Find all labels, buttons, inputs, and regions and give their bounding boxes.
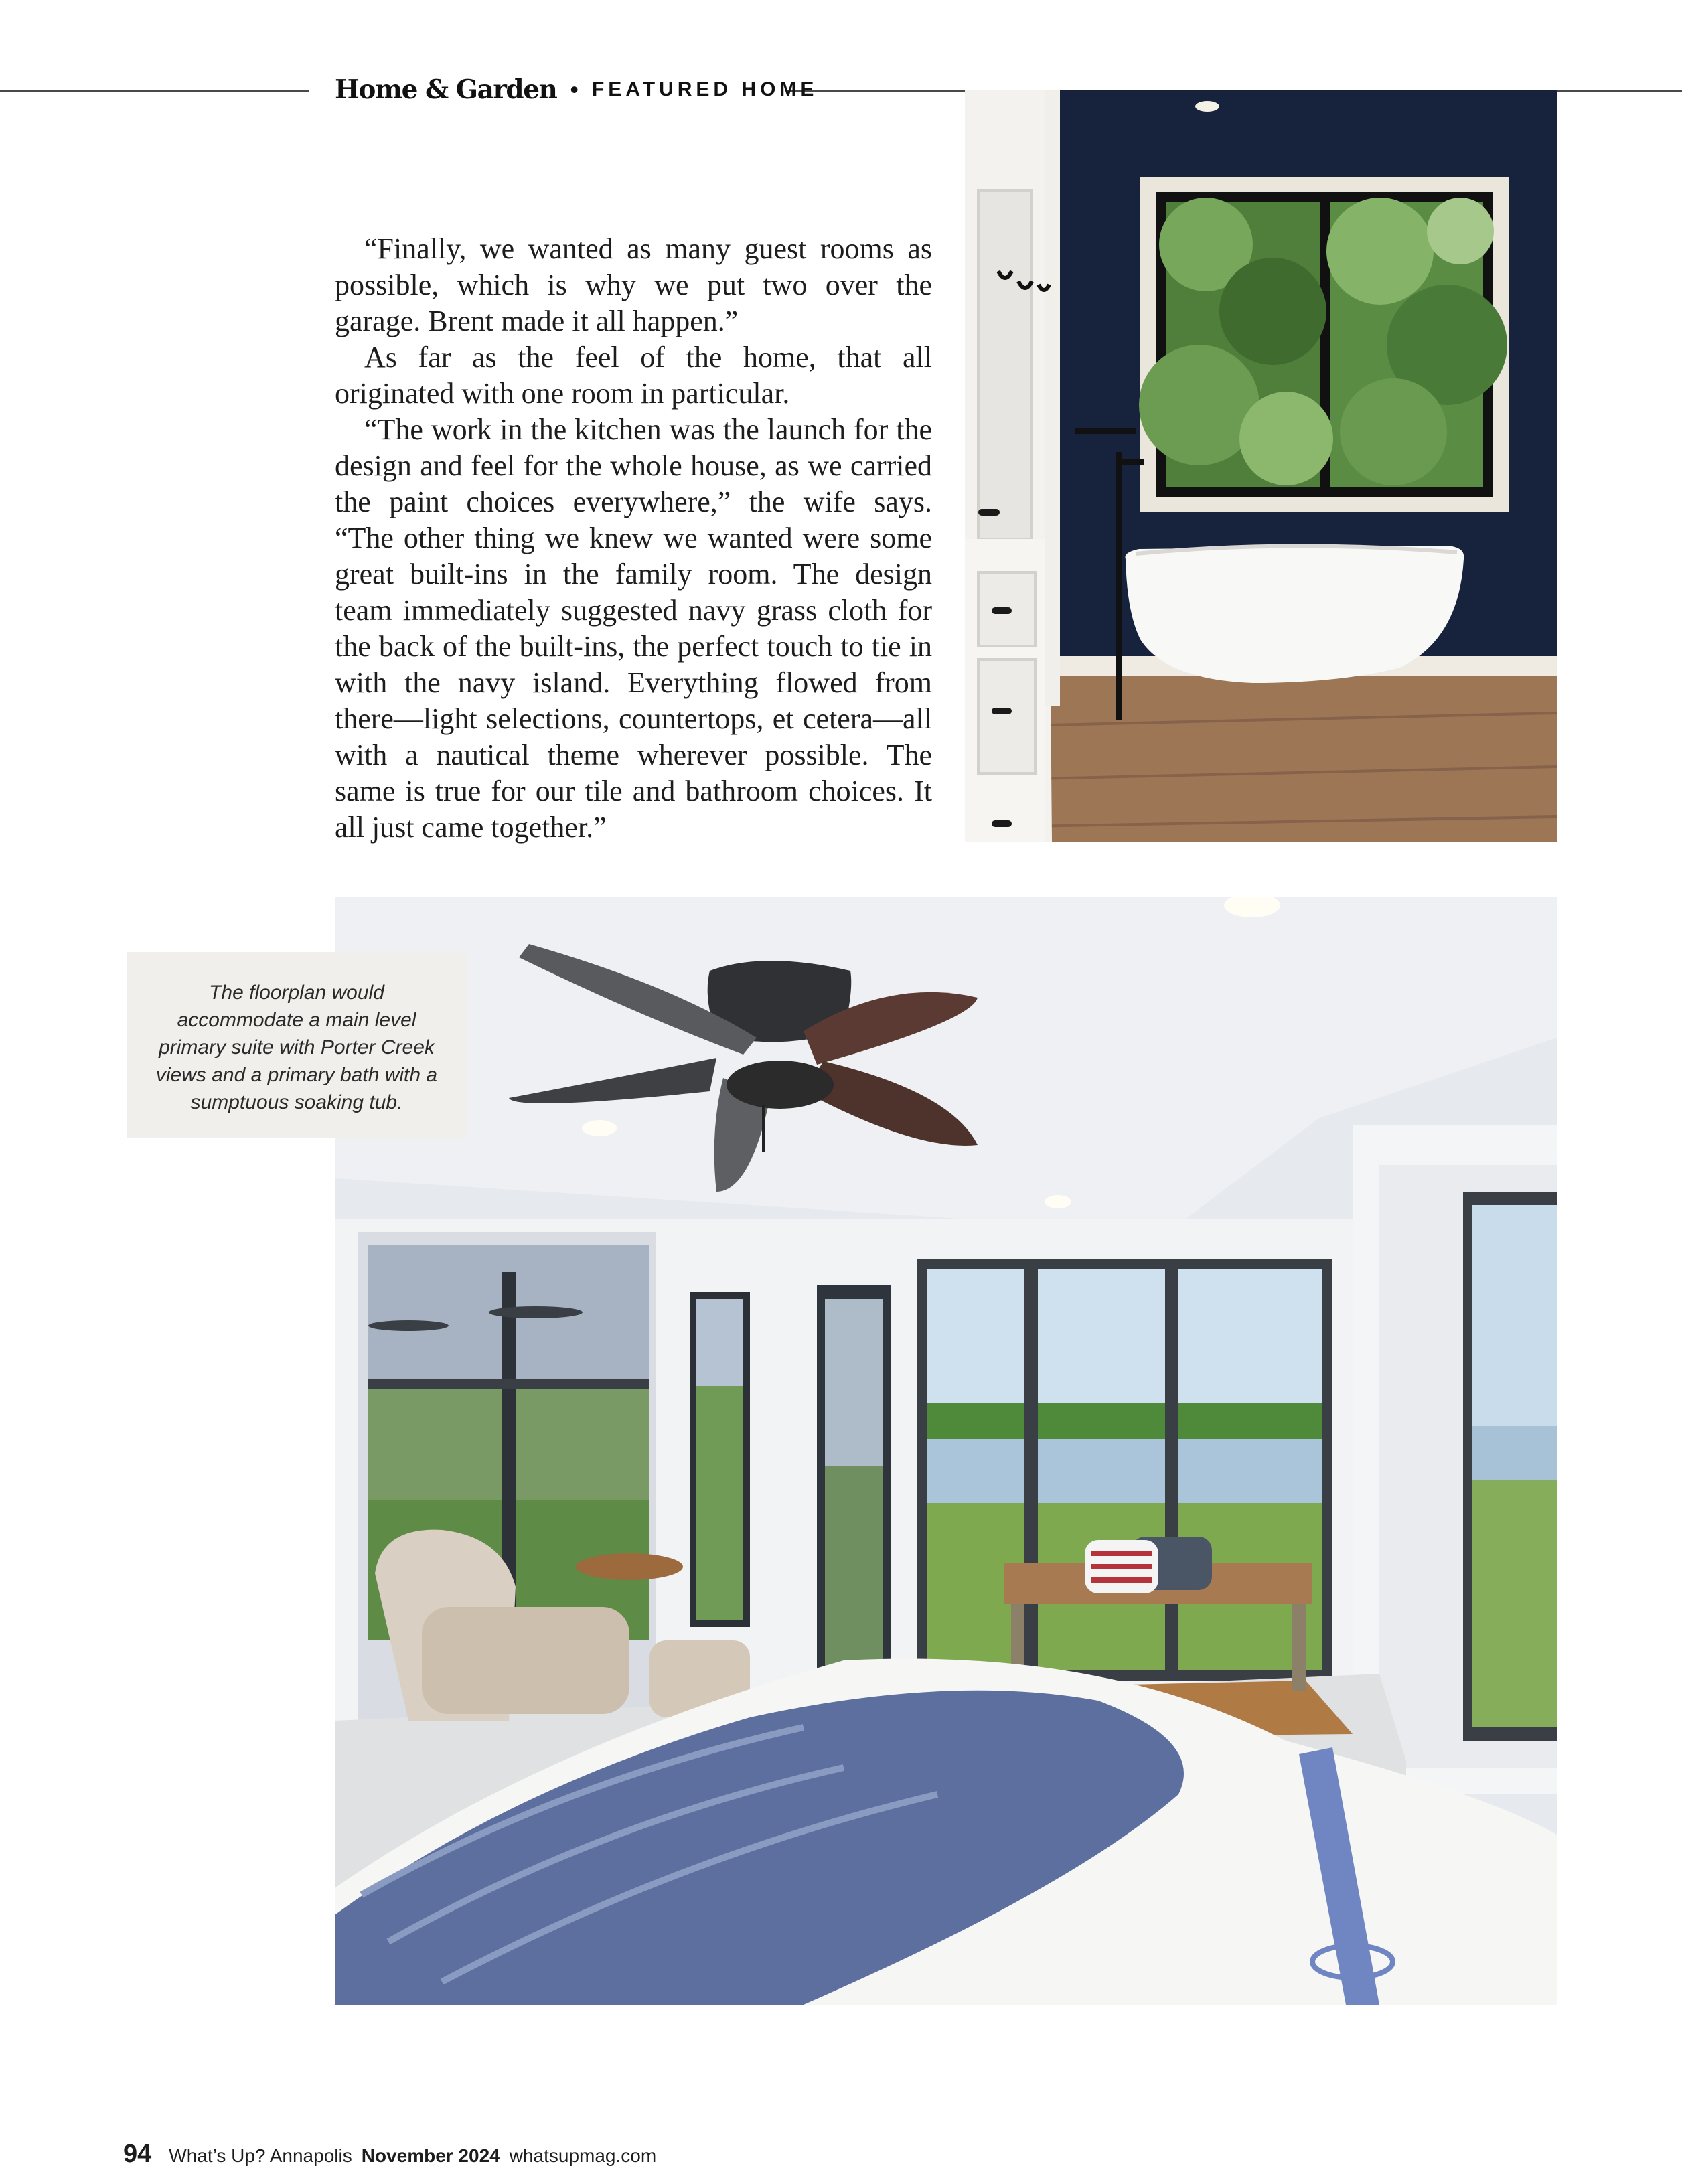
magazine-name: What’s Up? Annapolis xyxy=(169,2145,352,2166)
article-body xyxy=(335,231,932,846)
paragraph-3: “The work in the kitchen was the launch for the design and feel for the whole house, as we carried the paint choices everywhere,” the wife says. “The other thing we knew we wanted were some great built-ins in the family room. The design team immediately suggested navy grass cloth for the back of the built-ins, the perfect touch to tie in with the navy island. Everything flowed from there—light selections, countertops, et cetera—all with a nautical theme wherever possible. The same is true for our tile and bathroom choices. It all just came together.” xyxy=(335,413,932,844)
header-separator: • xyxy=(570,76,579,103)
header-rule-left xyxy=(0,90,309,92)
running-header xyxy=(335,72,818,107)
issue-date: November 2024 xyxy=(361,2145,500,2166)
page-footer xyxy=(123,2140,656,2173)
bedroom-photo-art xyxy=(335,897,1557,2005)
photo-caption: The floorplan would accommodate a main level primary suite with Porter Creek views and a primary bath with a sumptuous soaking tub. xyxy=(127,952,467,1138)
brand-name: Home & Garden xyxy=(335,74,557,105)
website-link[interactable]: whatsupmag.com xyxy=(509,2145,657,2166)
bathroom-photo xyxy=(965,90,1557,842)
bedroom-photo xyxy=(335,897,1557,2005)
paragraph-1: “Finally, we wanted as many guest rooms as possible, which is why we put two over the garage. Brent made it all happen.” xyxy=(335,232,932,337)
section-label: FEATURED HOME xyxy=(591,78,818,100)
page-number: 94 xyxy=(123,2140,152,2168)
bathroom-photo-art xyxy=(965,90,1557,842)
paragraph-2: As far as the feel of the home, that all originated with one room in particular. xyxy=(335,341,932,410)
